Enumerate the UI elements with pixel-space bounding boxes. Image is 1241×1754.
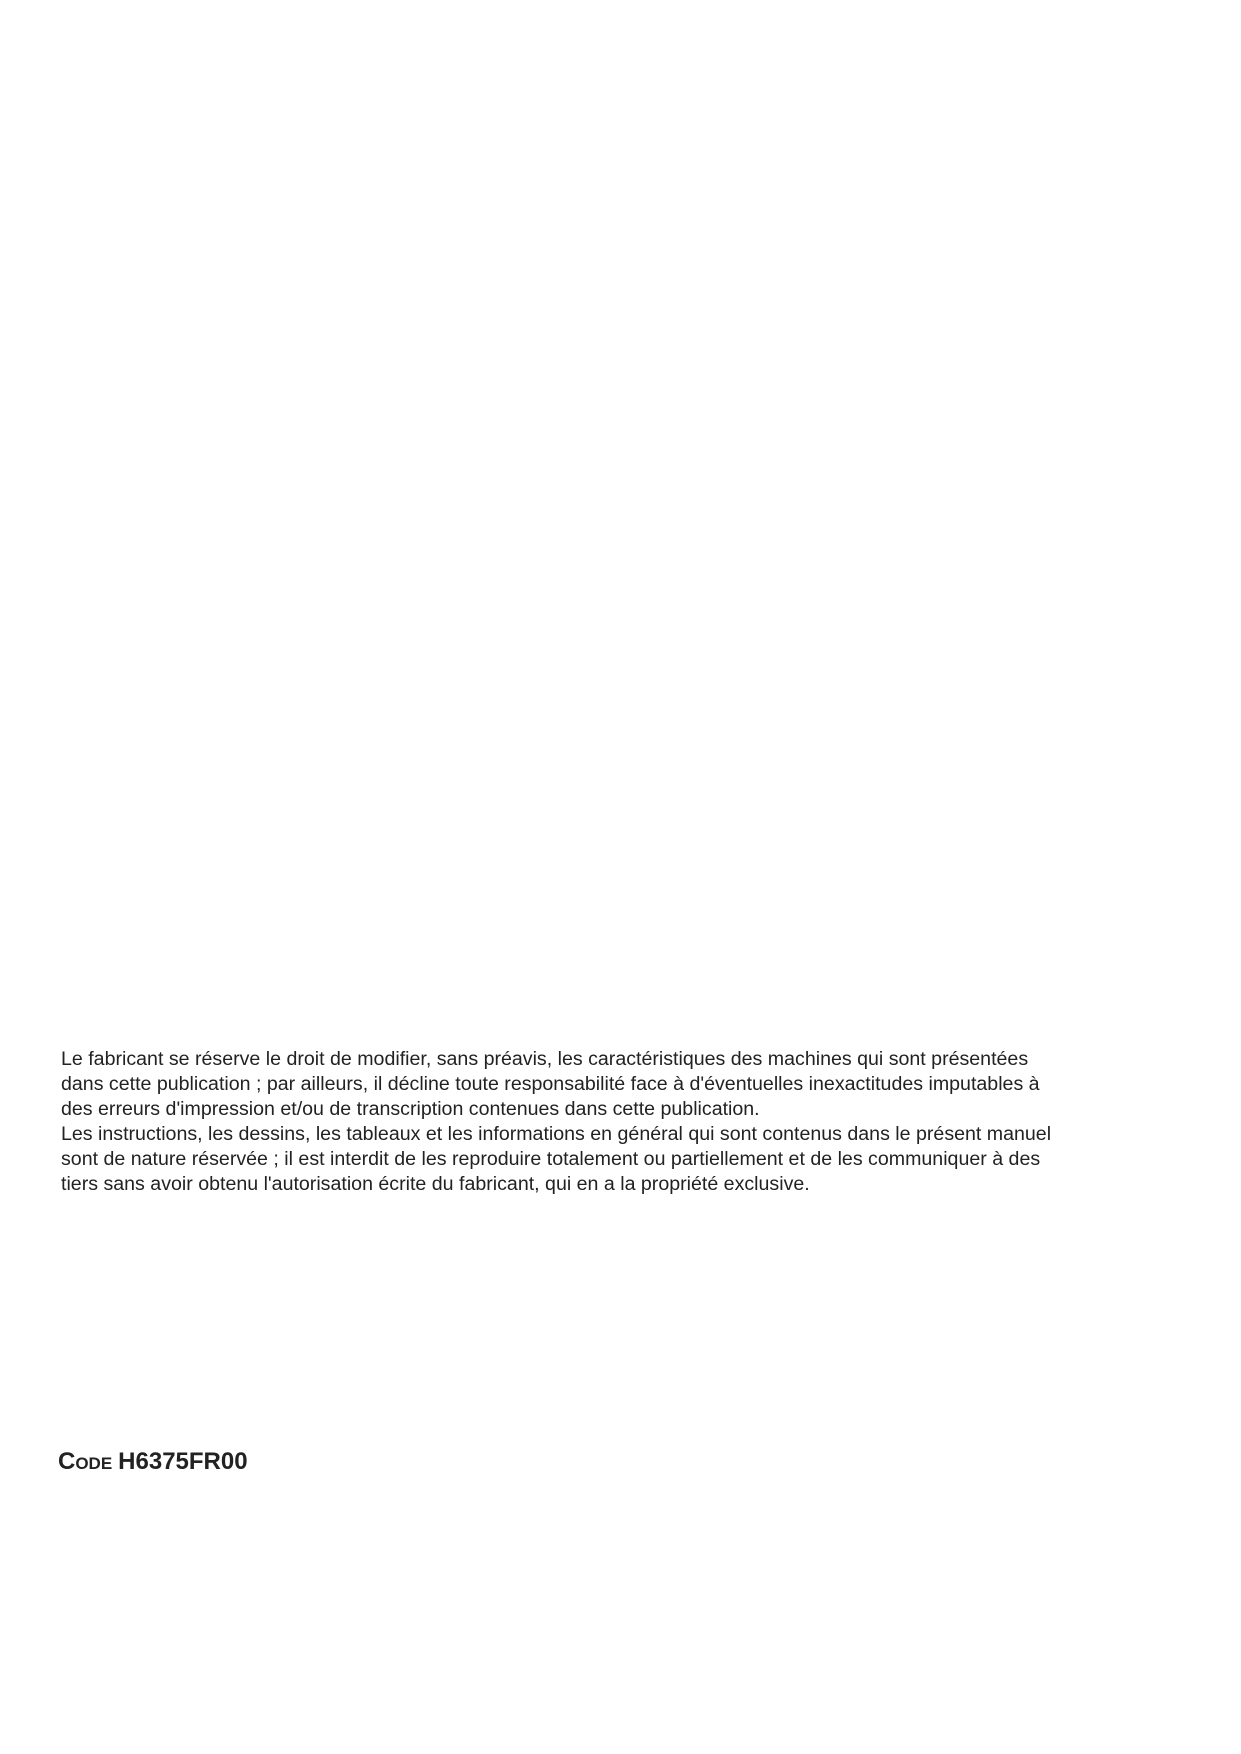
disclaimer-line: Les instructions, les dessins, les tableaux et les informations en général qui sont contenus dans le présent manuel: [61, 1123, 1052, 1145]
document-code: [58, 1448, 248, 1476]
document-code-value: H6375FR00: [118, 1448, 248, 1475]
legal-disclaimer: [61, 1047, 1121, 1197]
disclaimer-line: dans cette publication ; par ailleurs, il décline toute responsabilité face à d'éventuelles inexactitudes imputables à: [61, 1073, 1040, 1095]
disclaimer-line: des erreurs d'impression et/ou de transcription contenues dans cette publication.: [61, 1098, 760, 1120]
document-code-label: Code: [58, 1448, 113, 1475]
disclaimer-line: sont de nature réservée ; il est interdit de les reproduire totalement ou partiellement et de les communiquer à des: [61, 1148, 1041, 1170]
disclaimer-line: Le fabricant se réserve le droit de modifier, sans préavis, les caractéristiques des machines qui sont présentées: [61, 1048, 1029, 1070]
disclaimer-line: tiers sans avoir obtenu l'autorisation écrite du fabricant, qui en a la propriété exclusive.: [61, 1173, 810, 1195]
